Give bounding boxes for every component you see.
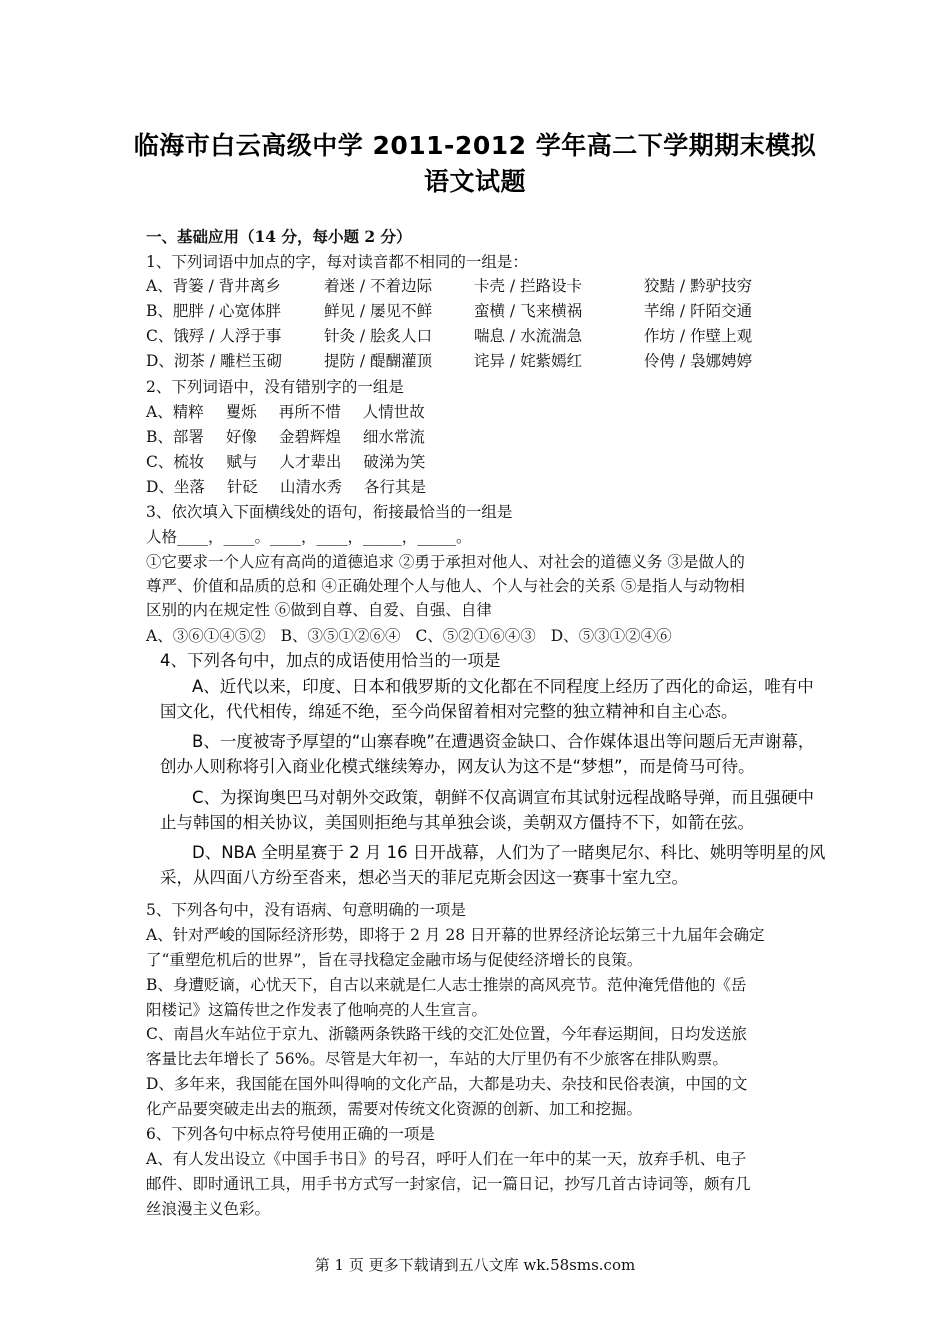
q2-c-2: 赋与 [226, 453, 258, 471]
q2-b-3: 金碧辉煌 [278, 428, 341, 446]
q5-a-line-1: A、针对严峻的国际经济形势，即将于 2 月 28 日开幕的世界经济论坛第三十九届年会确定 [146, 926, 765, 944]
q4-d-line-2: 采，从四面八方纷至沓来，想必当天的菲尼克斯会因这一赛事十室九空。 [160, 868, 688, 887]
q3-text-2: 尊严、价值和品质的总和 ④正确处理个人与他人、个人与社会的关系 ⑤是指人与动物相 [146, 577, 745, 595]
q2-d-3: 山清水秀 [279, 478, 342, 496]
q1-a-2: 着迷 / 不着边际 [324, 277, 433, 295]
q3-text-1: ①它要求一个人应有高尚的道德追求 ②勇于承担对他人、对社会的道德义务 ③是做人的 [146, 553, 745, 571]
q2-a-3: 再所不惜 [278, 403, 341, 421]
q4-a-line-1: A、近代以来，印度、日本和俄罗斯的文化都在不同程度上经历了西化的命运，唯有中 [192, 677, 814, 696]
q4-d-line-1: D、NBA 全明星赛于 2 月 16 日开战幕，人们为了一睹奥尼尔、科比、姚明等明星的风 [192, 843, 826, 862]
q6-a-line-3: 丝浪漫主义色彩。 [146, 1200, 271, 1218]
title-line-2: 语文试题 [423, 167, 526, 196]
q5-b-line-1: B、身遭贬谪，心忧天下，自古以来就是仁人志士推崇的高风亮节。范仲淹凭借他的《岳 [146, 976, 747, 994]
q6-stem: 6、下列各句中标点符号使用正确的一项是 [146, 1125, 435, 1143]
q1-option-a [146, 276, 752, 296]
q5-d-line-2: 化产品要突破走出去的瓶颈，需要对传统文化资源的创新、加工和挖掘。 [146, 1100, 643, 1118]
q2-c-4: 破涕为笑 [363, 453, 426, 471]
q2-a-2: 矍烁 [225, 403, 257, 421]
q4-b-line-1: B、一度被寄予厚望的“山寨春晚”在遭遇资金缺口、合作媒体退出等问题后无声谢幕， [192, 732, 815, 751]
q1-a-3: 卡壳 / 拦路设卡 [474, 277, 583, 295]
q5-c-line-1: C、南昌火车站位于京九、浙赣两条铁路干线的交汇处位置，今年春运期间，日均发送旅 [146, 1025, 747, 1043]
q4-c-line-2: 止与韩国的相关协议，美国则拒绝与其单独会谈，美朝双方僵持不下，如箭在弦。 [160, 813, 754, 832]
q1-stem: 1、下列词语中加点的字，每对读音都不相同的一组是： [146, 253, 528, 271]
q2-d-2: 针砭 [226, 478, 258, 496]
q6-a-line-1: A、有人发出设立《中国手书日》的号召，呼吁人们在一年中的某一天，放弃手机、电子 [146, 1150, 747, 1168]
q2-a-1: A、精粹 [146, 403, 204, 421]
q1-c-2: 针灸 / 脍炙人口 [324, 327, 433, 345]
q2-d-4: 各行其是 [363, 478, 426, 496]
q2-b-4: 细水常流 [362, 428, 425, 446]
q3-options: A、③⑥①④⑤② B、③⑤①②⑥④ C、⑤②①⑥④③ D、⑤③①②④⑥ [146, 627, 672, 645]
q2-d-1: D、坐落 [146, 478, 205, 496]
q1-b-4: 芊绵 / 阡陌交通 [644, 302, 753, 320]
q1-d-4: 伶俜 / 袅娜娉婷 [644, 352, 753, 370]
q2-stem: 2、下列词语中，没有错别字的一组是 [146, 378, 404, 396]
q2-a-4: 人情世故 [362, 403, 425, 421]
q1-b-1: B、肥胖 / 心宽体胖 [146, 302, 281, 320]
q1-option-c [146, 326, 752, 346]
q1-b-2: 鲜见 / 屡见不鲜 [324, 302, 433, 320]
q5-stem: 5、下列各句中，没有语病、句意明确的一项是 [146, 901, 466, 919]
q5-b-line-2: 阳楼记》这篇传世之作发表了他响亮的人生宣言。 [146, 1001, 488, 1019]
q4-b-line-2: 创办人则称将引入商业化模式继续筹办，网友认为这不是“梦想”，而是倚马可待。 [160, 757, 755, 776]
q1-c-1: C、饿殍 / 人浮于事 [146, 327, 282, 345]
q2-option-b [146, 427, 447, 447]
title-line-1: 临海市白云高级中学 2011-2012 学年高二下学期期末模拟 [133, 131, 817, 160]
q3-text-3: 区别的内在规定性 ⑥做到自尊、自爱、自强、自律 [146, 601, 492, 619]
q1-a-1: A、背篓 / 背井离乡 [146, 277, 281, 295]
section-heading: 一、基础应用（14 分，每小题 2 分） [146, 227, 412, 246]
q6-a-line-2: 邮件、即时通讯工具，用手书方式写一封家信，记一篇日记，抄写几首古诗词等，颇有几 [146, 1175, 751, 1193]
q5-d-line-1: D、多年来，我国能在国外叫得响的文化产品，大都是功夫、杂技和民俗表演，中国的文 [146, 1075, 748, 1093]
q3-blank-line: 人格____，____。____，____，_____，_____。 [146, 528, 472, 546]
q2-c-1: C、梳妆 [146, 453, 205, 471]
q1-d-1: D、沏茶 / 雕栏玉砌 [146, 352, 283, 370]
q1-option-d [146, 351, 752, 371]
q5-c-line-2: 客量比去年增长了 56%。尽管是大年初一，车站的大厅里仍有不少旅客在排队购票。 [146, 1050, 728, 1068]
q1-d-2: 提防 / 醍醐灌顶 [324, 352, 433, 370]
q1-b-3: 蛮横 / 飞来横祸 [474, 302, 583, 320]
q4-c-line-1: C、为探询奥巴马对朝外交政策，朝鲜不仅高调宣布其试射远程战略导弹，而且强硬中 [192, 788, 815, 807]
q2-b-2: 好像 [225, 428, 257, 446]
page-footer: 第 1 页 更多下载请到五八文库 wk.58sms.com [314, 1256, 636, 1274]
q2-option-a [146, 402, 447, 422]
q2-b-1: B、部署 [146, 428, 204, 446]
q2-option-d [146, 477, 448, 497]
q1-a-4: 狡黠 / 黔驴技穷 [644, 277, 753, 295]
q1-d-3: 诧异 / 姹紫嫣红 [474, 352, 583, 370]
q1-c-4: 作坊 / 作壁上观 [644, 327, 753, 345]
q2-c-3: 人才辈出 [279, 453, 342, 471]
q1-option-b [146, 301, 752, 321]
q4-stem: 4、下列各句中，加点的成语使用恰当的一项是 [160, 651, 501, 670]
q5-a-line-2: 了“重塑危机后的世界”，旨在寻找稳定金融市场与促使经济增长的良策。 [146, 951, 643, 969]
q4-a-line-2: 国文化，代代相传，绵延不绝，至今尚保留着相对完整的独立精神和自主心态。 [160, 702, 738, 721]
q1-c-3: 喘息 / 水流湍急 [474, 327, 583, 345]
q2-option-c [146, 452, 447, 472]
q3-stem: 3、依次填入下面横线处的语句，衔接最恰当的一组是 [146, 503, 513, 521]
